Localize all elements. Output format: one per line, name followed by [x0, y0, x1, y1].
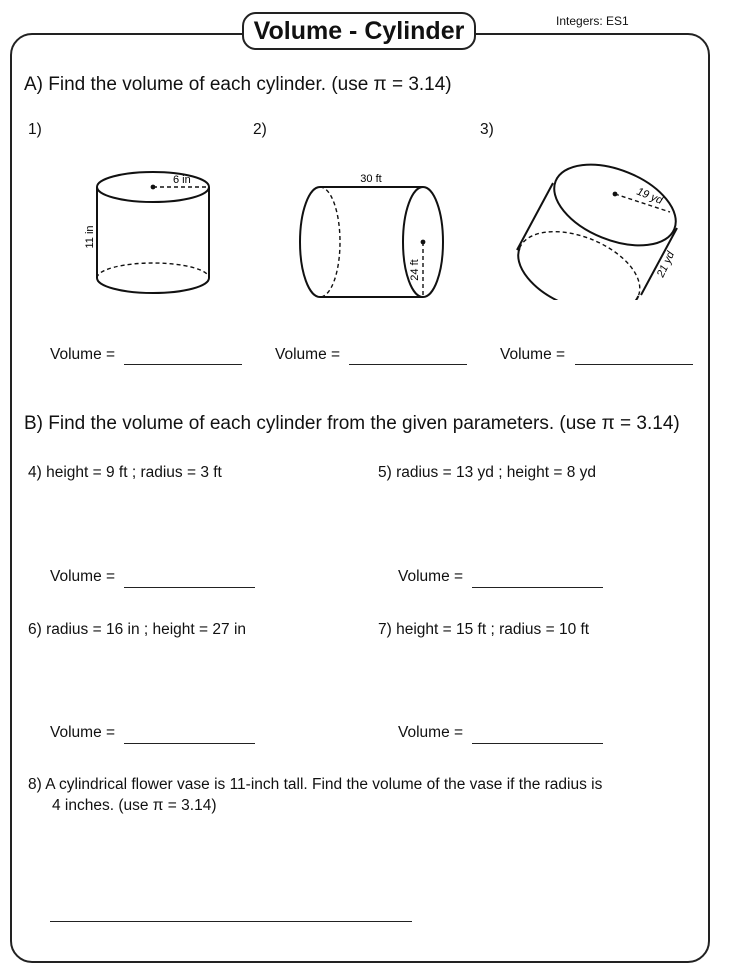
problem-8-answer-line[interactable]	[50, 921, 412, 922]
problem-2-volume-label: Volume =	[275, 346, 341, 363]
cylinder-2-radius-label: 24 ft	[409, 259, 421, 281]
problem-5-text: 5) radius = 13 yd ; height = 8 yd	[378, 464, 596, 481]
problem-5-volume-label: Volume =	[398, 568, 464, 585]
worksheet-tag: Integers: ES1	[556, 14, 629, 28]
problem-3-answer-line[interactable]	[575, 364, 693, 365]
problem-8-text-line-1: 8) A cylindrical flower vase is 11-inch tall. Find the volume of the vase if the radius is	[28, 776, 603, 793]
section-a-instruction: A) Find the volume of each cylinder. (use π = 3.14)	[24, 74, 452, 95]
problem-6-answer-line[interactable]	[124, 743, 255, 744]
problem-5-answer-line[interactable]	[472, 587, 603, 588]
problem-1-volume-label: Volume =	[50, 346, 116, 363]
problem-1-number: 1)	[28, 121, 42, 138]
problem-3-volume-label: Volume =	[500, 346, 566, 363]
cylinder-1-diagram	[75, 165, 225, 305]
problem-2-answer-line[interactable]	[349, 364, 467, 365]
problem-2-number: 2)	[253, 121, 267, 138]
problem-3-number: 3)	[480, 121, 494, 138]
cylinder-2-length-label: 30 ft	[360, 173, 382, 185]
problem-6-volume-label: Volume =	[50, 724, 116, 741]
section-b-instruction: B) Find the volume of each cylinder from the given parameters. (use π = 3.14)	[24, 413, 680, 434]
cylinder-1-height-label: 11 in	[84, 225, 96, 249]
cylinder-3-height-label: 21 yd	[654, 249, 678, 280]
worksheet-title: Volume - Cylinder	[242, 12, 476, 50]
problem-7-volume-label: Volume =	[398, 724, 464, 741]
problem-6-text: 6) radius = 16 in ; height = 27 in	[28, 621, 247, 638]
problem-8-text-line-2: 4 inches. (use π = 3.14)	[52, 797, 217, 814]
cylinder-3-radius-label: 19 yd	[634, 185, 665, 207]
problem-7-answer-line[interactable]	[472, 743, 603, 744]
problem-1-answer-line[interactable]	[124, 364, 242, 365]
cylinder-3-diagram	[505, 150, 695, 300]
problem-4-volume-label: Volume =	[50, 568, 116, 585]
problem-7-text: 7) height = 15 ft ; radius = 10 ft	[378, 621, 590, 638]
problem-4-text: 4) height = 9 ft ; radius = 3 ft	[28, 464, 222, 481]
cylinder-2-diagram	[290, 170, 460, 310]
cylinder-1-radius-label: 6 in	[173, 174, 191, 186]
problem-4-answer-line[interactable]	[124, 587, 255, 588]
